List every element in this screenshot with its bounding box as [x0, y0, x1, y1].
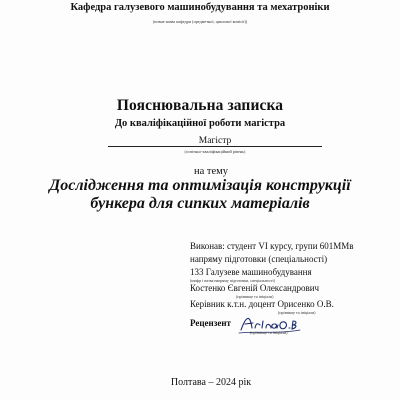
document-title: Пояснювальна записка — [116, 97, 284, 114]
direction-label: напряму підготовки (спеціальності) — [190, 254, 328, 264]
reviewer-caption: (прізвище та ініціали) — [250, 330, 288, 335]
department-name: Кафедра галузевого машинобудування та мехатроніки — [70, 2, 330, 13]
supervisor-caption: (прізвище та ініціали) — [278, 310, 316, 315]
performer-line: Виконав: студент VI курсу, групи 601ММв — [190, 241, 354, 251]
student-caption: (прізвище та ініціали) — [236, 294, 274, 299]
topic-line-2: бункера для сипких матеріалів — [90, 195, 310, 212]
supervisor-line: Керівник к.т.н. доцент Орисенко О.В. — [190, 299, 334, 309]
specialty-caption: (шифр і назва напряму підготовки, спеціальності) — [190, 278, 275, 283]
department-caption: (повне назва кафедри (предметної, циклової комісії)) — [152, 19, 248, 24]
qualification-level-line — [108, 146, 322, 147]
city-year: Полтава – 2024 рік — [170, 377, 252, 388]
reviewer-label: Рецензент — [190, 318, 231, 328]
qualification-level-caption: (освітньо-кваліфікаційний рівень) — [184, 149, 246, 154]
qualification-level: Магістр — [198, 136, 232, 146]
topic-line-1: Дослідження та оптимізація конструкції — [49, 177, 351, 194]
student-name: Костенко Євгеній Олександрович — [190, 283, 320, 293]
topic-intro: на тему — [193, 166, 229, 177]
document-subtitle: До кваліфікаційної роботи магістра — [114, 118, 286, 129]
specialty-line: 133 Галузеве машинобудування — [190, 267, 312, 277]
